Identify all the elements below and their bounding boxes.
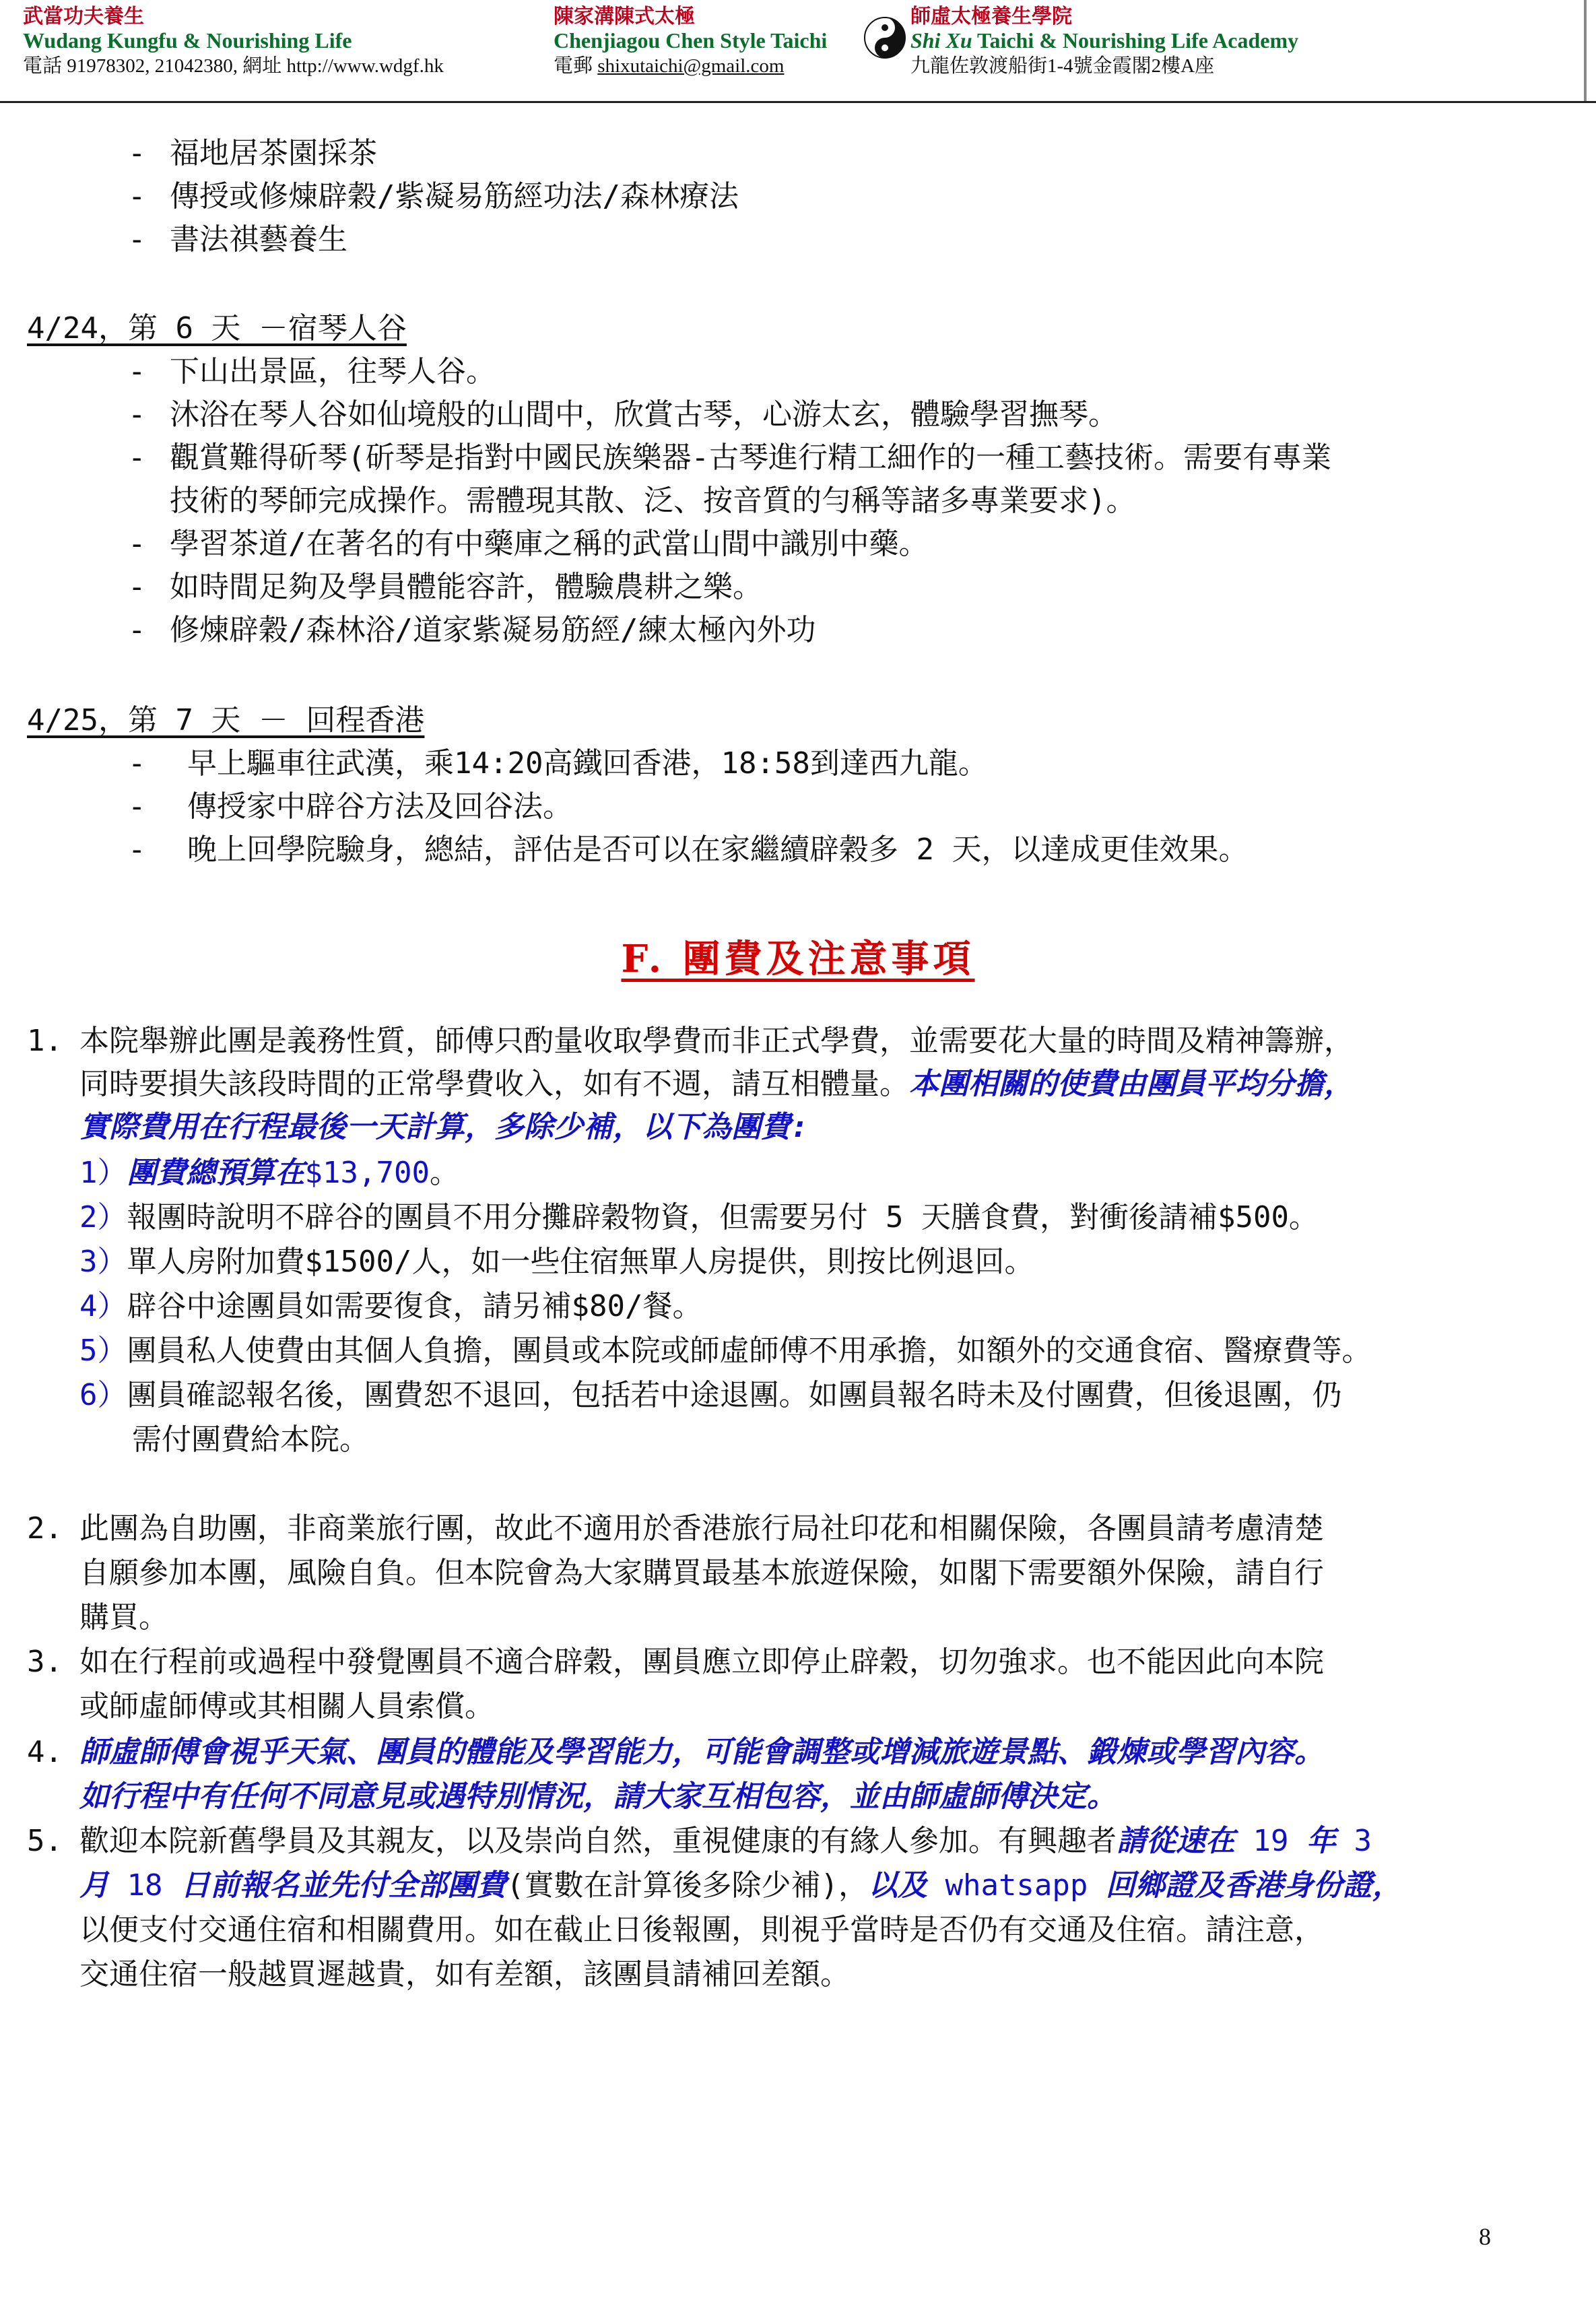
fee-item-1: 1）團費總預算在$13,700。 xyxy=(79,1156,459,1190)
header-mid-title-en: Chenjiagou Chen Style Taichi xyxy=(554,28,828,53)
list-item: - 如時間足夠及學員體能容許，體驗農耕之樂。 xyxy=(128,570,762,604)
note-1-line: 同時要損失該段時間的正常學費收入，如有不週，請互相體量。本團相關的使費由團員平均分擔， xyxy=(79,1067,1354,1101)
list-item: - 下山出景區，往琴人谷。 xyxy=(128,354,496,389)
list-item: - 觀賞難得斫琴(斫琴是指對中國民族樂器-古琴進行精工細作的一種工藝技術。需要有專業 xyxy=(128,440,1331,475)
note-5-line: 以便支付交通住宿和相關費用。如在截止日後報團，則視乎當時是否仍有交通及住宿。請注意， xyxy=(79,1913,1324,1947)
fee-item-4: 4）辟谷中途團員如需要復食，請另補$80/餐。 xyxy=(79,1289,702,1323)
note-5-number: 5. xyxy=(27,1824,63,1858)
list-item: - 修煉辟穀/森林浴/道家紫凝易筋經/練太極內外功 xyxy=(128,613,816,647)
list-item: - 沐浴在琴人谷如仙境般的山間中，欣賞古琴，心游太玄，體驗學習撫琴。 xyxy=(128,397,1118,432)
fee-item-6: 6）團員確認報名後，團費恕不退回，包括若中途退團。如團員報名時未及付團費，但後退團，仍 xyxy=(79,1378,1342,1412)
section-title: F. 團費及注意事項 xyxy=(621,937,975,981)
header-left-title-cn: 武當功夫養生 xyxy=(23,5,144,28)
list-item: - 學習茶道/在著名的有中藥庫之稱的武當山間中識別中藥。 xyxy=(128,527,929,561)
page-number: 8 xyxy=(1479,2223,1491,2250)
list-item: - 傳授家中辟谷方法及回谷法。 xyxy=(128,789,572,824)
note-2-line: 自願參加本團，風險自負。但本院會為大家購買最基本旅遊保險，如閣下需要額外保險，請自行 xyxy=(79,1556,1324,1590)
list-item: - 傳授或修煉辟穀/紫凝易筋經功法/森林療法 xyxy=(128,179,739,213)
header-right-title-en-a: Shi Xu xyxy=(910,28,972,53)
note-1-line: 本院舉辦此團是義務性質，師傅只酌量收取學費而非正式學費，並需要花大量的時間及精神籌辦， xyxy=(79,1024,1354,1058)
list-item: - 晚上回學院驗身，總結，評估是否可以在家繼續辟穀多 2 天，以達成更佳效果。 xyxy=(128,832,1249,867)
header-left-contact: 電話 91978302, 21042380, 網址 http://www.wdgf.hk xyxy=(23,55,444,77)
note-1-line: 實際費用在行程最後一天計算，多除少補，以下為團費: xyxy=(79,1110,809,1144)
note-5-line: 交通住宿一般越買遲越貴，如有差額，該團員請補回差額。 xyxy=(79,1957,850,1991)
fee-item-2: 2）報團時說明不辟谷的團員不用分攤辟穀物資，但需要另付 5 天膳食費，對衝後請補$500。 xyxy=(79,1200,1319,1234)
note-5-line: 月 18 日前報名並先付全部團費(實數在計算後多除少補)，以及 whatsapp 回鄉證及香港身份證， xyxy=(79,1868,1402,1903)
note-3-number: 3. xyxy=(27,1645,63,1679)
note-4-line: 如行程中有任何不同意見或遇特別情況，請大家互相包容，並由師虛師傅決定。 xyxy=(79,1779,1117,1814)
header-right-title-cn: 師虛太極養生學院 xyxy=(910,5,1072,28)
email-label: 電郵 xyxy=(554,55,593,77)
fee-item-3: 3）單人房附加費$1500/人，如一些住宿無單人房提供，則按比例退回。 xyxy=(79,1245,1034,1279)
note-1-number: 1. xyxy=(27,1024,63,1058)
note-3-line: 或師虛師傅或其相關人員索償。 xyxy=(79,1689,494,1723)
note-4-line: 師虛師傅會視乎天氣、團員的體能及學習能力，可能會調整或增減旅遊景點、鍛煉或學習內容。 xyxy=(79,1735,1324,1769)
list-item: - 書法祺藝養生 xyxy=(128,222,347,257)
note-2-line: 此團為自助團，非商業旅行團，故此不適用於香港旅行局社印花和相關保險，各團員請考慮清楚 xyxy=(79,1511,1324,1546)
header-left-title-en: Wudang Kungfu & Nourishing Life xyxy=(23,28,352,53)
list-item: - 福地居茶園採茶 xyxy=(128,136,377,170)
list-item-continued: 技術的琴師完成操作。需體現其散、泛、按音質的勻稱等諸多專業要求)。 xyxy=(170,484,1136,518)
fee-item-5: 5）團員私人使費由其個人負擔，團員或本院或師虛師傅不用承擔，如額外的交通食宿、醫療費等。 xyxy=(79,1333,1372,1368)
fee-item-6-continued: 需付團費給本院。 xyxy=(132,1422,369,1457)
list-item: - 早上驅車往武漢，乘14:20高鐵回香港，18:58到達西九龍。 xyxy=(128,746,988,781)
note-4-number: 4. xyxy=(27,1735,63,1769)
note-2-line: 購買。 xyxy=(79,1600,168,1635)
note-5-line: 歡迎本院新舊學員及其親友，以及崇尚自然，重視健康的有緣人參加。有興趣者請從速在 19 年 3 xyxy=(79,1824,1372,1858)
day7-heading: 4/25，第 7 天 － 回程香港 xyxy=(27,703,425,737)
header-right-address: 九龍佐敦渡船街1-4號金霞閣2樓A座 xyxy=(910,55,1215,77)
note-2-number: 2. xyxy=(27,1511,63,1546)
note-3-line: 如在行程前或過程中發覺團員不適合辟穀，團員應立即停止辟穀，切勿強求。也不能因此向本院 xyxy=(79,1645,1324,1679)
day6-heading: 4/24，第 6 天 －宿琴人谷 xyxy=(27,311,407,345)
header-right-title-en-b: Taichi & Nourishing Life Academy xyxy=(977,28,1299,53)
header-mid-title-cn: 陳家溝陳式太極 xyxy=(554,5,695,28)
email-link[interactable]: shixutaichi@gmail.com xyxy=(597,55,785,77)
